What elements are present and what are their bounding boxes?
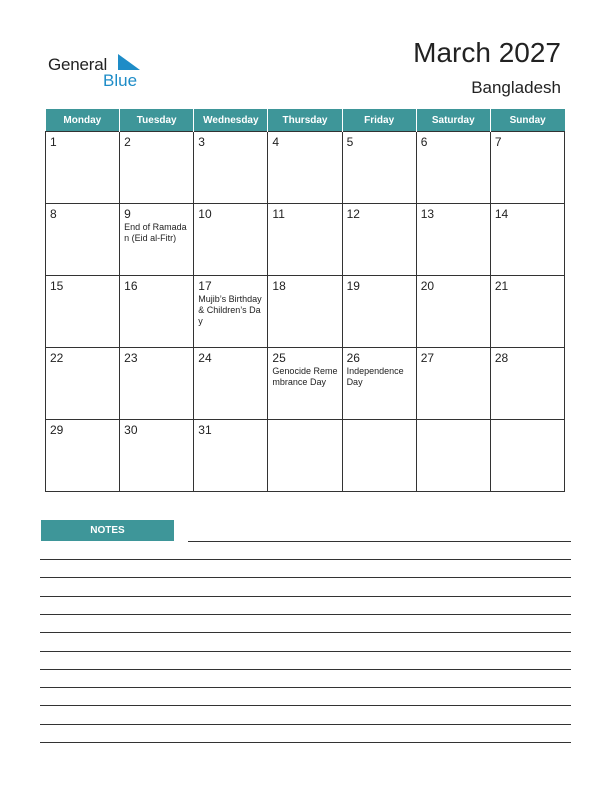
day-cell bbox=[268, 276, 342, 348]
note-line bbox=[40, 724, 571, 725]
day-cell bbox=[490, 204, 564, 276]
day-cell bbox=[194, 204, 268, 276]
week-row bbox=[46, 276, 565, 348]
day-cell bbox=[46, 420, 120, 492]
day-cell bbox=[268, 420, 342, 492]
day-number: 14 bbox=[494, 207, 509, 221]
note-line bbox=[40, 614, 571, 615]
weekday-header: Saturday bbox=[416, 109, 490, 132]
logo-triangle-icon bbox=[118, 54, 140, 70]
holiday-label: Mujib’s Birthday & Children’s Day bbox=[198, 294, 262, 326]
day-number: 4 bbox=[272, 135, 280, 149]
note-line bbox=[40, 632, 571, 633]
note-line bbox=[40, 705, 571, 706]
day-number: 12 bbox=[346, 207, 360, 221]
day-number: 10 bbox=[198, 207, 212, 221]
day-cell bbox=[490, 132, 564, 204]
calendar-grid bbox=[45, 109, 565, 492]
day-number: 15 bbox=[50, 279, 64, 293]
holiday-label: End of Ramadan (Eid al-Fitr) bbox=[124, 222, 187, 243]
day-cell bbox=[120, 348, 194, 420]
day-number: 31 bbox=[198, 423, 212, 437]
day-cell bbox=[416, 132, 490, 204]
day-number: 5 bbox=[346, 135, 354, 149]
day-cell bbox=[120, 276, 194, 348]
day-cell bbox=[120, 132, 194, 204]
day-cell bbox=[416, 204, 490, 276]
day-cell bbox=[342, 276, 416, 348]
day-number: 3 bbox=[198, 135, 205, 149]
day-cell bbox=[268, 348, 342, 420]
note-line bbox=[188, 541, 571, 542]
day-cell bbox=[268, 204, 342, 276]
note-line bbox=[40, 559, 571, 560]
calendar-body bbox=[46, 132, 565, 492]
day-number: 8 bbox=[50, 207, 57, 221]
note-line bbox=[40, 742, 571, 743]
day-cell bbox=[268, 132, 342, 204]
day-number: 9 bbox=[124, 207, 131, 221]
note-line bbox=[40, 687, 571, 688]
note-line bbox=[40, 651, 571, 652]
day-cell bbox=[490, 420, 564, 492]
page-title: March 2027 bbox=[413, 37, 561, 68]
week-row bbox=[46, 420, 565, 492]
day-number: 2 bbox=[124, 135, 131, 149]
note-line bbox=[40, 577, 571, 578]
weekday-header: Thursday bbox=[268, 109, 342, 132]
day-number: 27 bbox=[420, 351, 435, 365]
day-cell bbox=[342, 132, 416, 204]
day-cell bbox=[342, 420, 416, 492]
day-number: 19 bbox=[346, 279, 360, 293]
day-cell bbox=[194, 348, 268, 420]
day-number: 18 bbox=[272, 279, 286, 293]
day-cell bbox=[416, 420, 490, 492]
day-number: 23 bbox=[124, 351, 138, 365]
day-cell bbox=[342, 204, 416, 276]
day-number: 20 bbox=[420, 279, 435, 293]
day-number: 22 bbox=[50, 351, 64, 365]
day-cell bbox=[46, 276, 120, 348]
day-cell bbox=[416, 348, 490, 420]
notes-label: NOTES bbox=[41, 520, 174, 541]
day-number: 13 bbox=[420, 207, 435, 221]
weekday-header: Monday bbox=[46, 109, 120, 132]
weekday-header-row bbox=[46, 109, 565, 132]
logo-text-blue: Blue bbox=[103, 71, 138, 90]
generalblue-logo bbox=[48, 52, 158, 94]
week-row bbox=[46, 348, 565, 420]
weekday-header: Wednesday bbox=[194, 109, 268, 132]
holiday-label: Genocide Remembrance Day bbox=[272, 366, 338, 387]
day-number: 25 bbox=[272, 351, 286, 365]
day-cell bbox=[46, 348, 120, 420]
day-number: 29 bbox=[50, 423, 64, 437]
logo-text-general: General bbox=[48, 55, 108, 74]
day-cell bbox=[490, 348, 564, 420]
day-cell bbox=[46, 204, 120, 276]
note-line bbox=[40, 596, 571, 597]
weekday-header: Friday bbox=[342, 109, 416, 132]
day-number: 28 bbox=[494, 351, 509, 365]
day-cell bbox=[416, 276, 490, 348]
day-number: 24 bbox=[198, 351, 212, 365]
day-number: 11 bbox=[272, 207, 285, 221]
week-row bbox=[46, 132, 565, 204]
day-number: 1 bbox=[50, 135, 57, 149]
week-row bbox=[46, 204, 565, 276]
day-cell bbox=[120, 420, 194, 492]
weekday-header: Sunday bbox=[490, 109, 564, 132]
day-cell bbox=[194, 276, 268, 348]
holiday-label: Independence Day bbox=[346, 366, 404, 387]
note-line bbox=[40, 669, 571, 670]
day-cell bbox=[342, 348, 416, 420]
day-number: 7 bbox=[494, 135, 502, 149]
day-cell bbox=[194, 132, 268, 204]
day-number: 16 bbox=[124, 279, 138, 293]
day-cell bbox=[46, 132, 120, 204]
day-number: 30 bbox=[124, 423, 138, 437]
country-name: Bangladesh bbox=[471, 78, 561, 97]
day-cell bbox=[120, 204, 194, 276]
day-cell bbox=[490, 276, 564, 348]
day-number: 26 bbox=[346, 351, 360, 365]
weekday-header: Tuesday bbox=[120, 109, 194, 132]
day-number: 17 bbox=[198, 279, 212, 293]
day-number: 21 bbox=[494, 279, 509, 293]
day-number: 6 bbox=[420, 135, 428, 149]
day-cell bbox=[194, 420, 268, 492]
